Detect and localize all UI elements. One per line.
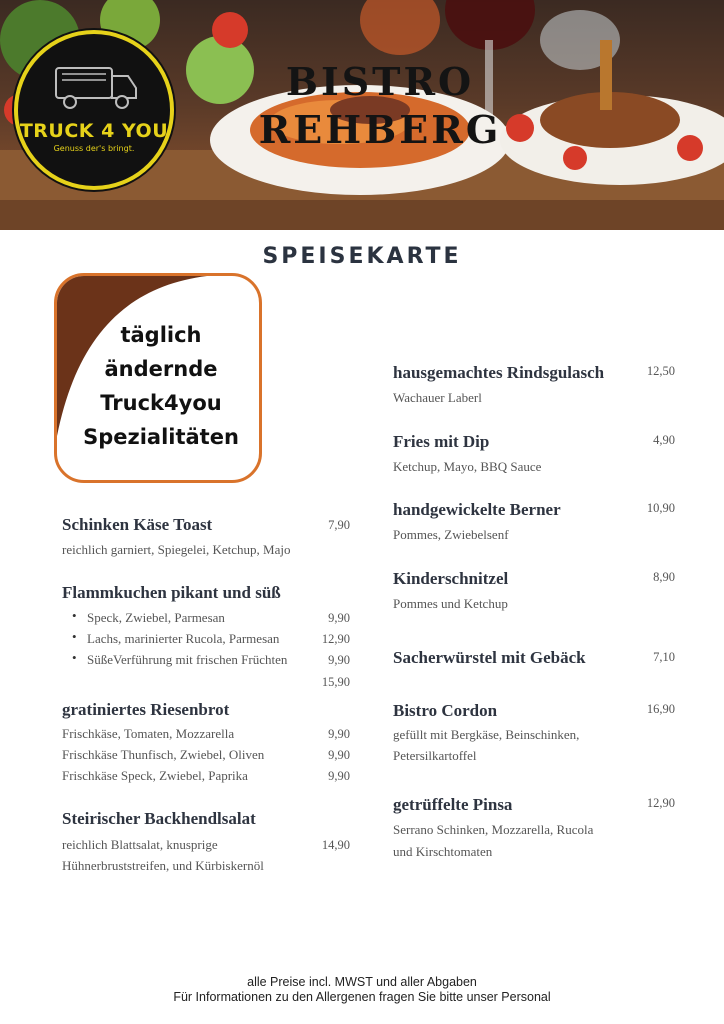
menu-item-desc: Ketchup, Mayo, BBQ Sauce (393, 459, 542, 474)
bullet-icon: • (72, 608, 77, 623)
menu-item-desc: Petersilkartoffel (393, 748, 477, 763)
menu-item-price: 9,90 (328, 727, 350, 741)
menu-item-price: 7,90 (328, 518, 350, 532)
menu-item-price: 14,90 (321, 838, 350, 852)
menu-item-desc: Hühnerbruststreifen, und Kürbiskernöl (62, 858, 264, 873)
menu-item-title: gratiniertes Riesenbrot (62, 700, 230, 719)
menu-item-price: 9,90 (328, 748, 350, 762)
menu-item-title: Schinken Käse Toast (62, 515, 213, 534)
menu-item-price: 9,90 (328, 653, 350, 667)
special-line: ändernde (104, 357, 218, 381)
menu-item-line: Lachs, marinierter Rucola, Parmesan (87, 631, 280, 646)
menu-item-line: SüßeVerführung mit frischen Früchten (87, 652, 288, 667)
menu-item-title: Sacherwürstel mit Gebäck (393, 648, 586, 667)
menu-item-price: 12,90 (321, 632, 350, 646)
menu-item-title: Bistro Cordon (393, 701, 498, 720)
menu-item-price: 9,90 (328, 769, 350, 783)
menu-item-line: Frischkäse Thunfisch, Zwiebel, Oliven (62, 747, 265, 762)
menu-item-desc: reichlich garniert, Spiegelei, Ketchup, Majo (62, 542, 291, 557)
menu-item-price: 4,90 (653, 433, 675, 447)
logo-tagline: Genuss der's bringt. (53, 144, 135, 153)
menu-item-title: Steirischer Backhendlsalat (62, 809, 256, 828)
menu-item-price: 12,90 (646, 796, 675, 810)
menu-item-desc: Pommes, Zwiebelsenf (393, 527, 509, 542)
menu-item-price: 9,90 (328, 611, 350, 625)
menu-item-desc: Pommes und Ketchup (393, 596, 508, 611)
menu-item-desc: gefüllt mit Bergkäse, Beinschinken, (393, 727, 580, 742)
menu-item-desc: Serrano Schinken, Mozzarella, Rucola (393, 822, 594, 837)
bullet-icon: • (72, 650, 77, 665)
section-title: SPEISEKARTE (262, 244, 462, 269)
menu-item-price: 10,90 (646, 501, 675, 515)
menu-item-title: Fries mit Dip (393, 432, 490, 451)
special-box (54, 273, 262, 483)
menu-item-line: Frischkäse Speck, Zwiebel, Paprika (62, 768, 248, 783)
menu-item-price: 12,50 (646, 364, 675, 378)
footer-allergen-note: Für Informationen zu den Allergenen fragen Sie bitte unser Personal (173, 990, 551, 1004)
menu-item-title: getrüffelte Pinsa (393, 795, 513, 814)
menu-item-title: Kinderschnitzel (393, 569, 509, 588)
menu-item-price: 15,90 (321, 675, 350, 689)
hero-food-photo (0, 0, 724, 230)
menu-item-desc: reichlich Blattsalat, knusprige (62, 837, 218, 852)
bullet-icon: • (72, 629, 77, 644)
menu-item-price: 16,90 (646, 702, 675, 716)
menu-item-title: hausgemachtes Rindsgulasch (393, 363, 605, 382)
logo-name: TRUCK 4 YOU (19, 120, 169, 142)
menu-item-desc: und Kirschtomaten (393, 844, 493, 859)
menu-item-title: Flammkuchen pikant und süß (62, 583, 281, 602)
truck-icon (46, 60, 142, 116)
title-line-2: REHBERG (258, 107, 502, 152)
page-title (250, 58, 510, 154)
special-line: Truck4you (100, 391, 222, 415)
menu-item-title: handgewickelte Berner (393, 500, 561, 519)
special-text (57, 318, 262, 454)
menu-item-line: Frischkäse, Tomaten, Mozzarella (62, 726, 235, 741)
truck4you-logo (14, 30, 174, 190)
menu-item-desc: Wachauer Laberl (393, 390, 482, 405)
menu-item-price: 7,10 (653, 650, 675, 664)
footer-price-note: alle Preise incl. MWST und aller Abgaben (247, 975, 477, 989)
menu-item-price: 8,90 (653, 570, 675, 584)
menu-item-line: Speck, Zwiebel, Parmesan (87, 610, 225, 625)
title-line-1: BISTRO (285, 59, 475, 104)
special-line: Spezialitäten (83, 425, 239, 449)
special-line: täglich (120, 323, 202, 347)
